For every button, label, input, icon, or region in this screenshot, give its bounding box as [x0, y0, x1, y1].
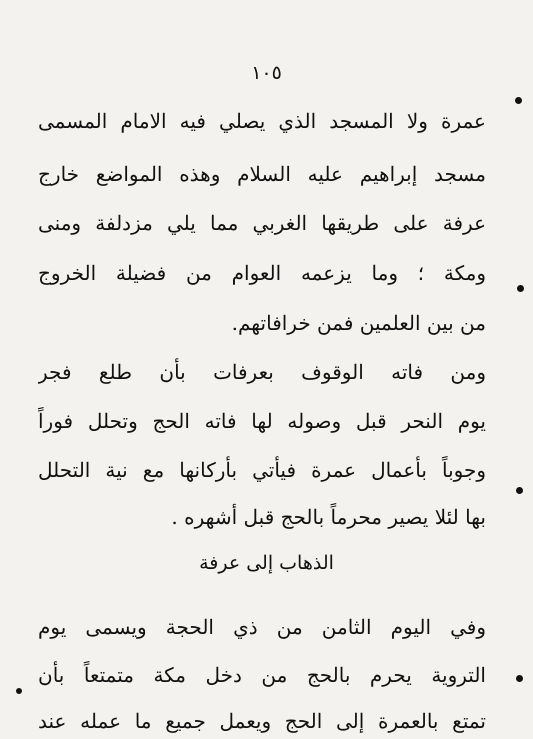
- text-line: عرفة على طريقها الغربي مما يلي مزدلفة ومنى: [38, 211, 486, 235]
- text-line: تمتع بالعمرة إلى الحج ويعمل جميع ما عمله عند: [38, 709, 486, 733]
- margin-dot: [517, 285, 524, 292]
- text-line: مسجد إبراهيم عليه السلام وهذه المواضع خارج: [38, 162, 486, 186]
- text-line: التروية يحرم بالحج من دخل مكة متمتعاً بأن: [38, 663, 486, 687]
- text-line: ومكة ؛ وما يزعمه العوام من فضيلة الخروج: [38, 261, 486, 285]
- margin-dot: [516, 675, 523, 682]
- text-line: يوم النحر قبل وصوله لها فاته الحج وتحلل فوراً: [38, 409, 486, 433]
- margin-dot: [515, 97, 522, 104]
- text-line: عمرة ولا المسجد الذي يصلي فيه الامام المسمى: [38, 109, 486, 133]
- text-line: ومن فاته الوقوف بعرفات بأن طلع فجر: [38, 360, 486, 384]
- page-number: ١٠٥: [251, 62, 282, 84]
- section-heading: الذهاب إلى عرفة: [199, 552, 334, 574]
- text-line: من بين العلمين فمن خرافاتهم.: [231, 311, 486, 335]
- margin-dot: [516, 487, 523, 494]
- text-line: وفي اليوم الثامن من ذي الحجة ويسمى يوم: [38, 615, 486, 639]
- text-line: بها لئلا يصير محرماً بالحج قبل أشهره .: [171, 505, 486, 529]
- margin-dot: [16, 688, 22, 694]
- text-line: وجوباً بأعمال عمرة فيأتي بأركانها مع نية التحلل: [38, 458, 486, 482]
